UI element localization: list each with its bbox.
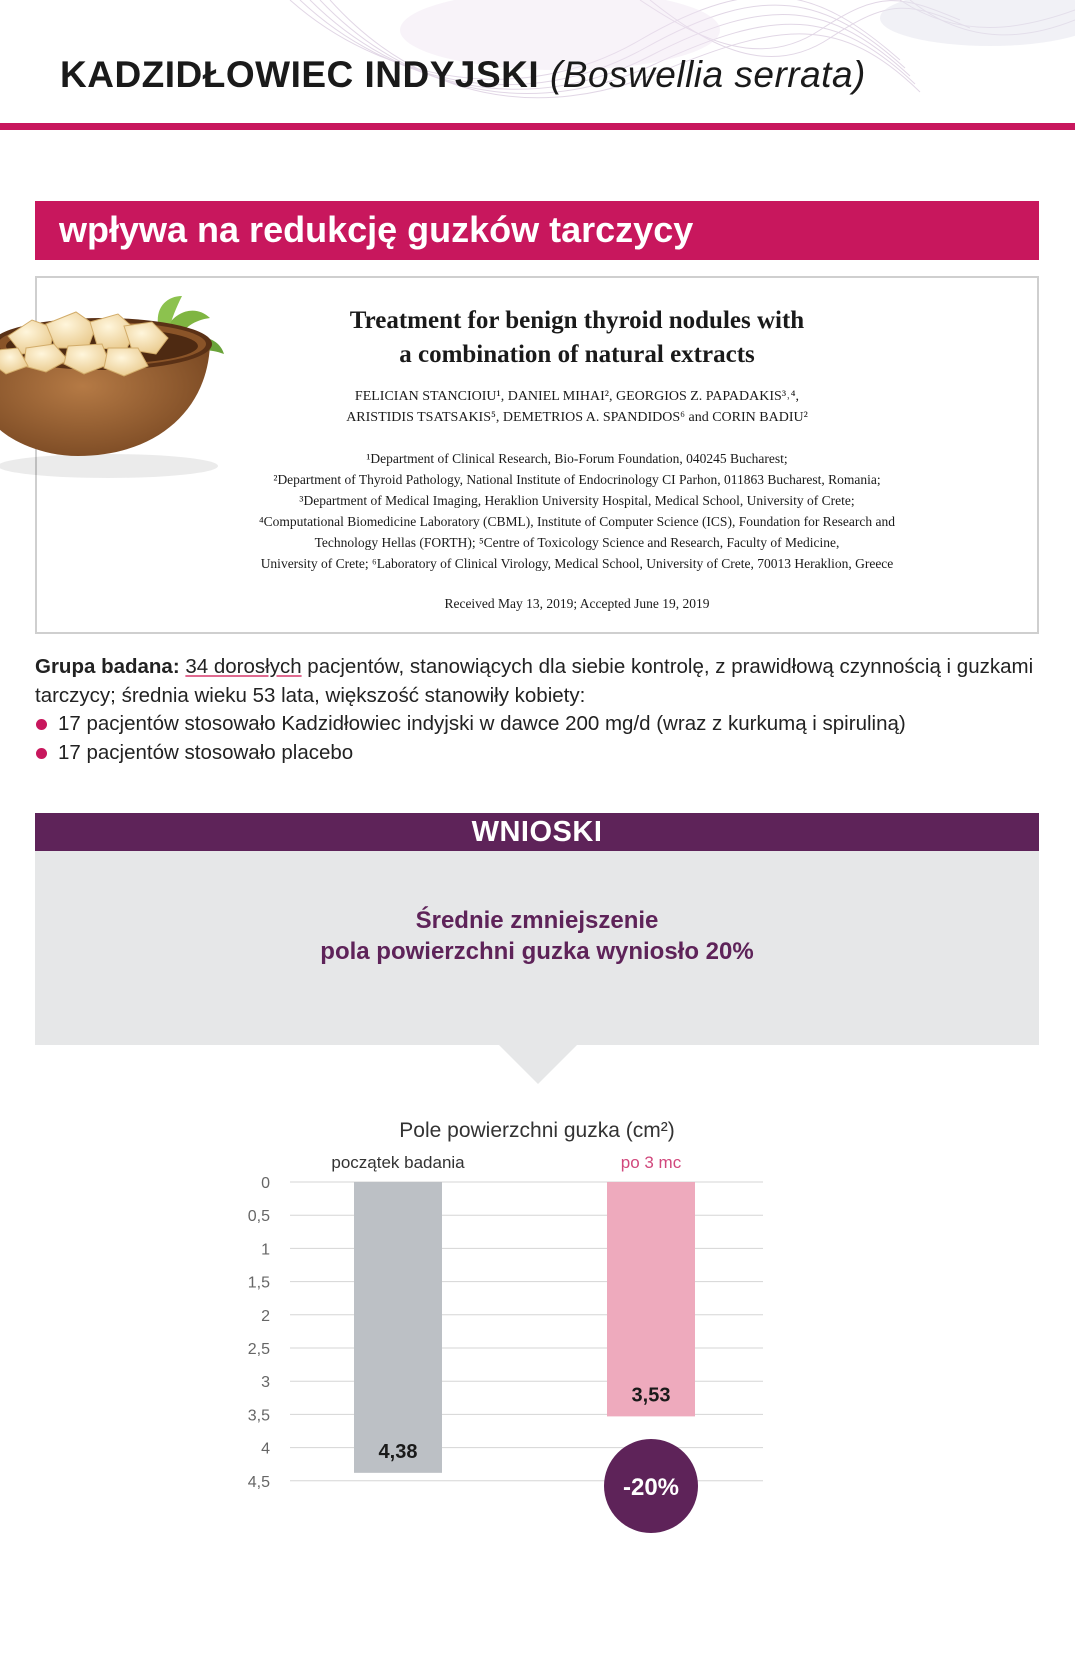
paper-title-line1: Treatment for benign thyroid nodules with: [349, 307, 805, 334]
paper-title-line2: a combination of natural extracts: [399, 341, 755, 368]
bullet-dot-icon: [36, 719, 47, 730]
affiliation-line: ²Department of Thyroid Pathology, National Institute of Endocrinology CI Parhon, 011863 Bucharest, Romania;: [273, 472, 881, 487]
affiliation-line: ⁴Computational Biomedicine Laboratory (CBML), Institute of Computer Science (ICS), Foundation for Research and: [258, 514, 896, 529]
list-item: [35, 738, 1035, 767]
affiliation-line: Technology Hellas (FORTH); ⁵Centre of Toxicology Science and Research, Faculty of Medicine,: [314, 535, 840, 550]
affiliation-line: University of Crete; ⁶Laboratory of Clinical Virology, Medical School, University of Crete, 70013 Heraklion, Greece: [260, 556, 894, 571]
chart-title: Pole powierzchni guzka (cm²): [399, 1119, 675, 1142]
affiliation-line: ¹Department of Clinical Research, Bio-Forum Foundation, 040245 Bucharest;: [366, 451, 788, 466]
y-tick-label: 1,5: [247, 1274, 270, 1292]
bar-1: [354, 1182, 442, 1473]
paper-title: [177, 304, 977, 372]
bar-2: [607, 1182, 695, 1416]
paper-received: Received May 13, 2019; Accepted June 19, 2019: [444, 596, 710, 611]
header-divider: [0, 123, 1075, 130]
y-tick-label: 2: [261, 1307, 270, 1325]
y-tick-label: 4,5: [247, 1473, 270, 1491]
conclusion-text: [35, 905, 1039, 967]
affiliation-line: ³Department of Medical Imaging, Heraklion University Hospital, Medical School, University of Crete;: [299, 493, 855, 508]
study-label: Grupa badana:: [35, 655, 180, 678]
data-label: 3,53: [631, 1384, 671, 1407]
conclusions-pointer: [498, 1044, 578, 1084]
y-tick-label: 0,5: [247, 1208, 270, 1226]
y-tick-label: 3: [261, 1374, 270, 1392]
category-label: po 3 mc: [620, 1153, 682, 1172]
y-tick-label: 4: [261, 1440, 270, 1458]
study-text: pacjentów, stanowiących dla siebie kontrolę, z prawidłową czynnością i guzkami tarczycy; średnia wieku 53 lata, większość stanowiły kobiety:: [35, 655, 1034, 707]
list-item: [35, 709, 1035, 738]
title-main: KADZIDŁOWIEC INDYJSKI: [60, 54, 540, 95]
title-latin: (Boswellia serrata): [549, 54, 866, 95]
list-item-text: 17 pacjentów stosowało Kadzidłowiec indyjski w dawce 200 mg/d (wraz z kurkumą i spiruliną): [58, 712, 906, 735]
nodule-area-chart: [0, 1110, 1075, 1540]
y-tick-label: 3,5: [247, 1407, 270, 1425]
y-tick-label: 0: [261, 1175, 270, 1192]
bullet-dot-icon: [36, 748, 47, 759]
y-tick-label: 2,5: [247, 1341, 270, 1358]
category-label: początek badania: [331, 1153, 465, 1172]
header: [0, 0, 1075, 130]
data-label: 4,38: [378, 1440, 418, 1463]
list-item-text: 17 pacjentów stosowało placebo: [58, 741, 354, 764]
claim-banner: [35, 201, 1039, 260]
reduction-badge-label: -20%: [622, 1474, 680, 1501]
y-tick-label: 1: [261, 1241, 270, 1259]
claim-text: wpływa na redukcję guzków tarczycy: [59, 209, 694, 250]
conclusion-line1: Średnie zmniejszenie: [415, 907, 659, 934]
page-title: [60, 54, 866, 96]
authors-line1: FELICIAN STANCIOIU¹, DANIEL MIHAI², GEORGIOS Z. PAPADAKIS³˒⁴,: [354, 389, 800, 404]
paper-authors: [177, 386, 977, 428]
authors-line2: ARISTIDIS TSATSAKIS⁵, DEMETRIOS A. SPANDIDOS⁶ and CORIN BADIU²: [346, 410, 808, 425]
conclusions-header: [35, 813, 1039, 851]
conclusion-line2: pola powierzchni guzka wyniosło 20%: [320, 938, 754, 965]
study-groups-list: [35, 709, 1035, 767]
conclusions-heading: WNIOSKI: [471, 816, 603, 848]
study-group-description: [35, 652, 1045, 710]
paper-affiliations: [177, 448, 977, 574]
frankincense-bowl-image: [0, 288, 238, 488]
study-count: 34 dorosłych: [185, 655, 302, 678]
